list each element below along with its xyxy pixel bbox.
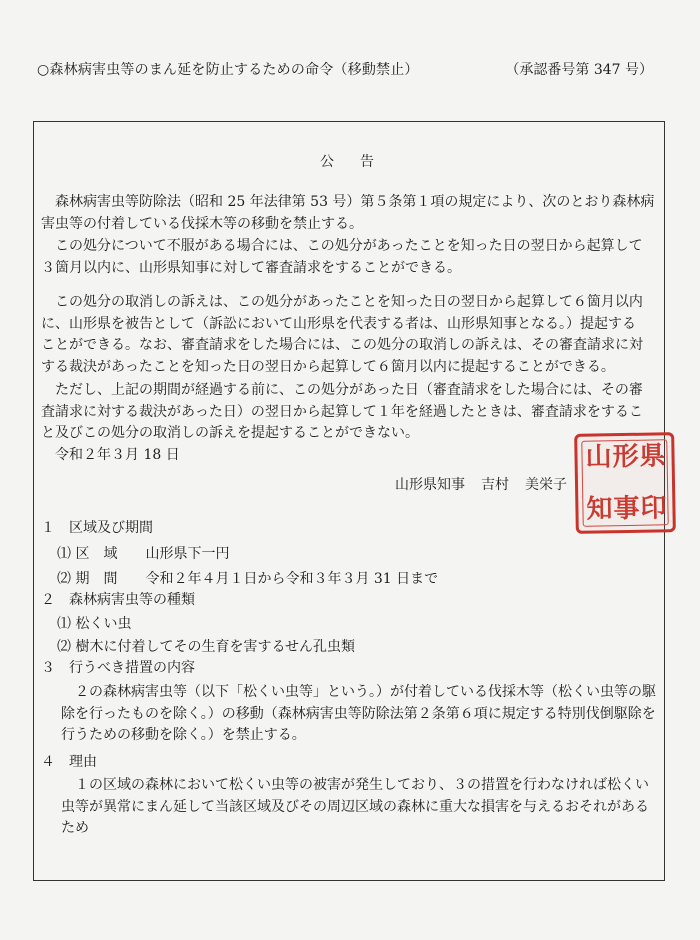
notice-heading: 公 告 [320,154,380,170]
paragraph-1 [41,192,655,235]
seal-char-3: 山 [585,442,612,473]
paragraph-1-line-1: 森林病害虫等防除法（昭和 25 年法律第 53 号）第５条第１項の規定により、次のとおり森林病 [55,194,655,210]
section-4-body [61,775,649,840]
paragraph-2-line-2: ３箇月以内に、山形県知事に対して審査請求をすることができる。 [41,259,461,276]
paragraph-4-line-2: 査請求に対する裁決があった日）の翌日から起算して１年を経過したときは、審査請求をするこ [41,403,643,420]
paragraph-4-line-1: ただし、上記の期間が経過する前に、この処分があった日（審査請求をした場合には、その審 [55,382,643,398]
signatory-title: 山形県知事 [395,477,465,493]
header-title: ○森林病害虫等のまん延を防止するための命令（移動禁止） [37,62,419,78]
paragraph-2-line-1: この処分について不服がある場合には、この処分があったことを知った日の翌日から起算して [55,238,643,254]
section-4-line-1: １の区域の森林において松くい虫等の被害が発生しており、３の措置を行わなければ松くい [75,777,649,793]
signature-line [395,474,567,494]
section-2-item-2: ⑵ 樹木に付着してその生育を害するせん孔虫類 [57,639,356,655]
section-1-title: １ 区域及び期間 [41,520,153,536]
section-3-title: ３ 行うべき措置の内容 [41,660,195,676]
paragraph-1-line-2: 害虫等の付着している伐採木等の移動を禁止する。 [41,215,363,232]
notice-date: 令和２年３月 18 日 [55,447,180,463]
section-2-title: ２ 森林病害虫等の種類 [41,592,195,608]
notice-frame [33,121,665,881]
paragraph-3 [41,292,643,378]
section-1-period: ⑵ 期 間 令和２年４月１日から令和３年３月 31 日まで [57,571,439,587]
paragraph-4-line-3: と及びこの処分の取消しの訴えを提起することができない。 [41,425,419,441]
section-1-area: ⑴ 区 域 山形県下一円 [57,546,230,562]
paragraph-3-line-1: この処分の取消しの訴えは、この処分があったことを知った日の翌日から起算して６箇月以内 [55,294,643,310]
seal-char-4: 印 [640,493,667,524]
section-4-title: ４ 理由 [41,754,97,770]
seal-char-1: 県 [639,441,666,472]
section-3-line-2: 除を行ったものを除く。）の移動（森林病害虫等防除法第２条第６項に規定する特別伐倒駆除を [61,705,656,722]
paragraph-4 [41,380,643,445]
section-4-line-3: ため [61,820,89,836]
section-2-item-1: ⑴ 松くい虫 [57,616,132,632]
paragraph-3-line-2: に、山形県を被告として（訴訟において山形県を代表する者は、山形県知事となる。）提起する [41,315,636,332]
paragraph-3-line-3: ことができる。なお、審査請求をした場合には、この処分の取消しの訴えは、その審査請求に対 [41,337,643,353]
paragraph-2 [41,236,643,279]
seal-char-5: 事 [613,493,640,525]
section-3-body [61,682,656,747]
section-3-line-3: 行うための移動を除く。）を禁止する。 [61,727,306,743]
section-4-line-2: 虫等が異常にまん延して当該区域及びその周辺区域の森林に重大な損害を与えるおそれがある [61,798,649,815]
section-3-line-1: ２の森林病害虫等（以下「松くい虫等」という。）が付着している伐採木等（松くい虫等の駆 [75,684,656,700]
governor-seal [574,432,676,534]
signatory-given-name: 美栄子 [525,477,567,493]
approval-number: （承認番号第 347 号） [505,62,653,78]
signatory-surname: 吉村 [481,477,509,493]
paragraph-3-line-4: する裁決があったことを知った日の翌日から起算して６箇月以内に提起することができる。 [41,358,615,375]
seal-char-6: 知 [586,494,613,525]
seal-char-2: 形 [612,441,639,473]
